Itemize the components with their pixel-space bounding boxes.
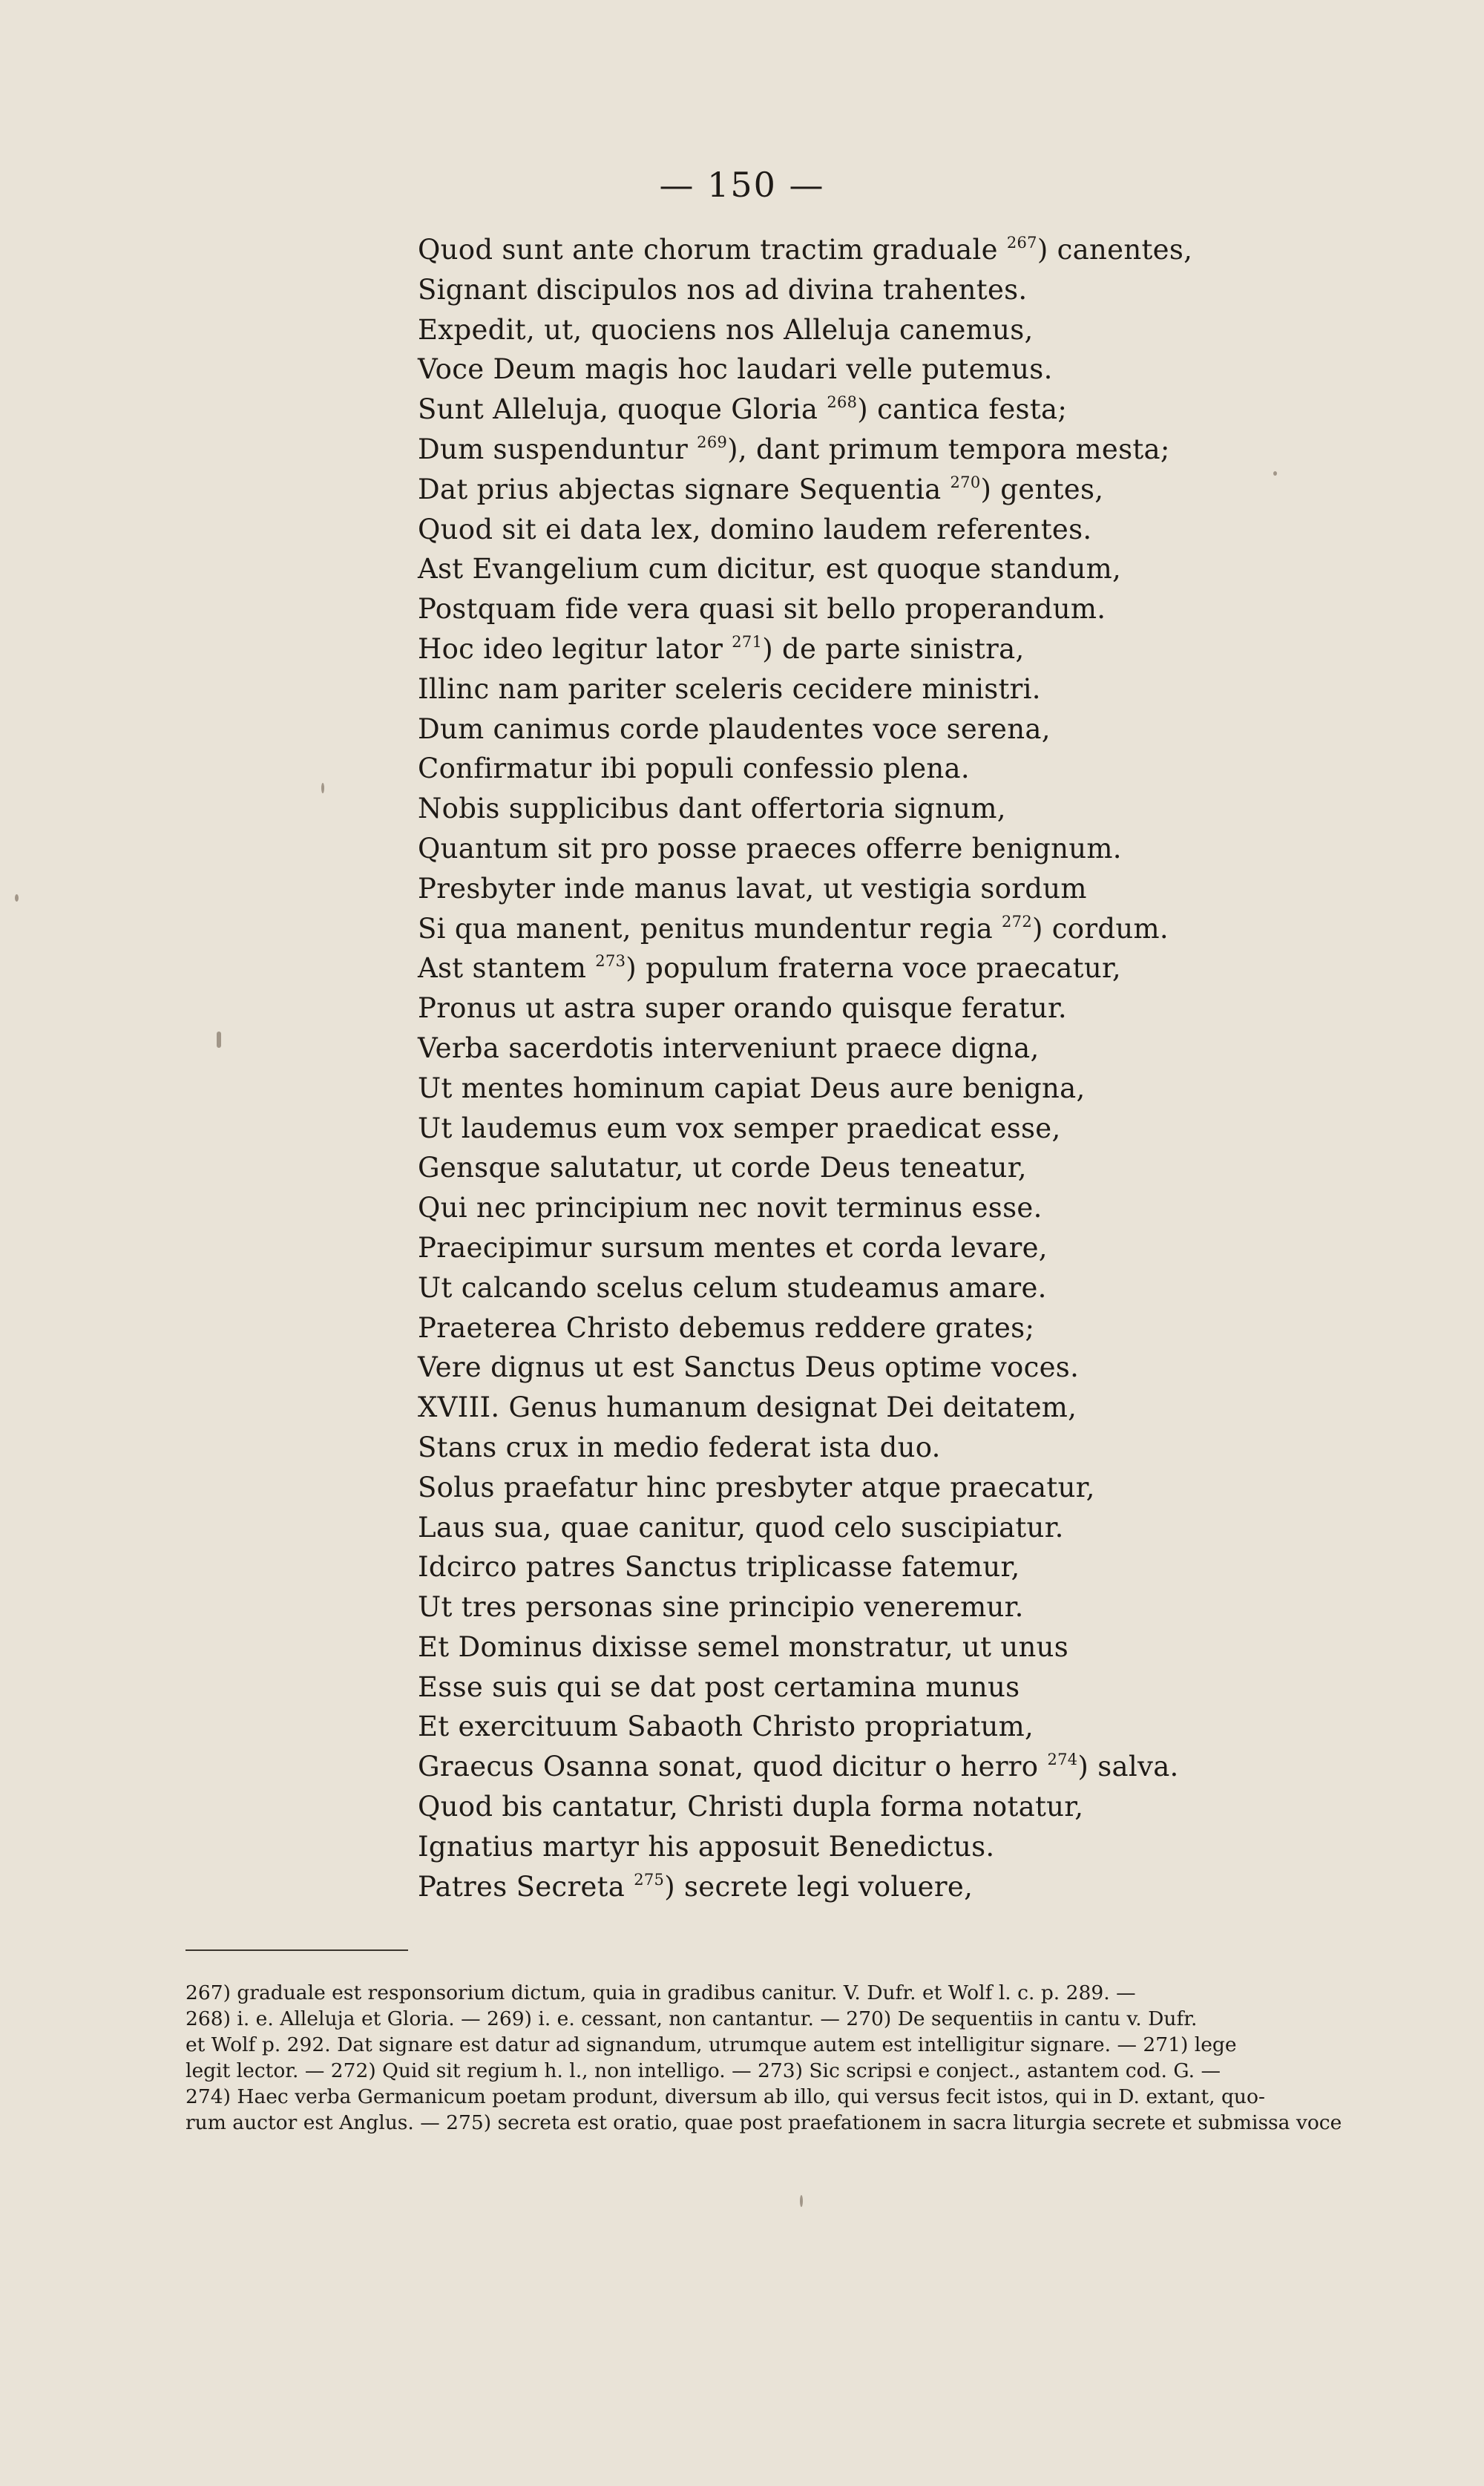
paper-speck [321,783,324,793]
verse-line [418,1268,1308,1308]
verse-line [418,430,1308,470]
verse-text-continued: ) canentes, [1037,234,1193,266]
verse-text: Sunt Alleluja, quoque Gloria [418,393,818,426]
footnote-line: 274) Haec verba Germanicum poetam produnt, diversum ab illo, qui versus fecit istos, qui in D. extant, quo- [186,2085,1265,2108]
verse-line [418,350,1308,390]
footnote-marker: 273 [595,952,626,971]
footnote-line: 268) i. e. Alleluja et Gloria. — 269) i. e. cessant, non cantantur. — 270) De sequentiis in cantu v. Dufr. [186,2007,1198,2030]
verse-line [418,549,1308,589]
verse-text: Confirmatur ibi populi confessio plena. [418,752,970,785]
verse-line [418,1308,1308,1348]
footnote-divider [186,1949,408,1951]
verse-line [418,1827,1308,1867]
verse-line [418,1188,1308,1228]
verse-line [418,1148,1308,1188]
verse-text: Graecus Osanna sonat, quod dicitur o herro [418,1751,1039,1783]
verse-text-continued: ) salva. [1077,1751,1179,1783]
verse-text: Dum canimus corde plaudentes voce serena, [418,712,1051,745]
verse-text: Expedit, ut, quociens nos Alleluja canemus, [418,313,1034,346]
verse-line [418,988,1308,1029]
verse-line [418,948,1308,988]
verse-line [418,1787,1308,1827]
verse-line [418,589,1308,629]
verse-line [418,1069,1308,1109]
verse-line [418,1508,1308,1548]
verse-text: Stans crux in medio federat ista duo. [418,1431,941,1463]
footnote-marker: 268 [827,393,858,412]
verse-line [418,1627,1308,1667]
verse-line [418,1348,1308,1388]
verse-line [418,1547,1308,1587]
verse-text: Ut mentes hominum capiat Deus aure benigna, [418,1072,1086,1104]
footnote-marker: 267 [1006,234,1037,252]
verse-text-continued: ) de parte sinistra, [762,632,1025,665]
footnote-line: rum auctor est Anglus. — 275) secreta est oratio, quae post praefationem in sacra liturgia secrete et submissa voce [186,2111,1342,2134]
footnote-line: 267) graduale est responsorium dictum, quia in gradibus canitur. V. Dufr. et Wolf l. c. p. 289. — [186,1981,1136,2004]
verse-line [418,869,1308,909]
verse-line [418,789,1308,829]
verse-text: Laus sua, quae canitur, quod celo suscipiatur. [418,1511,1064,1544]
footnote-line: legit lector. — 272) Quid sit regium h. l., non intelligo. — 273) Sic scripsi e conject., astantem cod. G. — [186,2059,1221,2082]
verse-line [418,1388,1308,1428]
verse-text: Ignatius martyr his apposuit Benedictus. [418,1830,995,1863]
verse-text: Quod sit ei data lex, domino laudem referentes. [418,513,1092,545]
verse-text: Voce Deum magis hoc laudari velle putemus. [418,353,1053,386]
verse-text: Postquam fide vera quasi sit bello properandum. [418,593,1106,626]
verse-line [418,1587,1308,1627]
verse-line [418,1667,1308,1708]
verse-text: Dum suspenduntur [418,433,689,465]
footnote-marker: 272 [1002,912,1032,931]
verse-line [418,1228,1308,1268]
poem-body [418,230,1308,1906]
verse-text: Hoc ideo legitur lator [418,632,723,665]
verse-text: Praecipimur sursum mentes et corda levare, [418,1231,1048,1264]
verse-text: Vere dignus ut est Sanctus Deus optime voces. [418,1351,1080,1384]
verse-text: Ast Evangelium cum dicitur, est quoque standum, [418,553,1122,586]
verse-text-continued: ) secrete legi voluere, [664,1870,974,1903]
footnote-marker: 274 [1047,1751,1078,1769]
verse-text: Qui nec principium nec novit terminus esse. [418,1192,1043,1224]
verse-line [418,1867,1308,1907]
page-number: — 150 — [659,165,825,205]
verse-text: Ut tres personas sine principio veneremur. [418,1591,1024,1624]
verse-line [418,1428,1308,1468]
footnote-marker: 275 [634,1870,665,1889]
verse-line [418,1707,1308,1747]
verse-line [418,310,1308,350]
verse-text: Quod sunt ante chorum tractim graduale [418,234,998,266]
verse-text: Ut calcando scelus celum studeamus amare. [418,1271,1047,1304]
verse-text: Illinc nam pariter sceleris cecidere ministri. [418,672,1041,705]
verse-text-continued: ) cordum. [1031,912,1169,945]
verse-line [418,829,1308,869]
paper-speck [15,894,19,902]
verse-line [418,510,1308,550]
verse-text: Gensque salutatur, ut corde Deus teneatur, [418,1152,1027,1184]
verse-text: Esse suis qui se dat post certamina munus [418,1670,1020,1703]
verse-line [418,1109,1308,1149]
verse-line [418,390,1308,430]
verse-text: Quantum sit pro posse praeces offerre benignum. [418,832,1122,865]
verse-line [418,749,1308,789]
paper-speck [217,1032,221,1048]
verse-line [418,909,1308,949]
verse-text: Idcirco patres Sanctus triplicasse fatemur, [418,1551,1020,1584]
verse-line [418,629,1308,669]
verse-text: Verba sacerdotis interveniunt praece digna, [418,1032,1040,1064]
footnote-marker: 269 [697,433,728,451]
verse-text: Solus praefatur hinc presbyter atque praecatur, [418,1471,1095,1503]
verse-line [418,470,1308,510]
verse-text: Ut laudemus eum vox semper praedicat esse, [418,1112,1061,1144]
verse-text: Quod bis cantatur, Christi dupla forma notatur, [418,1791,1084,1823]
verse-text: Si qua manent, penitus mundentur regia [418,912,993,945]
verse-line [418,230,1308,270]
verse-text: Dat prius abjectas signare Sequentia [418,473,942,505]
footnote-line: et Wolf p. 292. Dat signare est datur ad signandum, utrumque autem est intelligitur signare. — 271) lege [186,2033,1237,2056]
verse-line [418,669,1308,709]
verse-line [418,1029,1308,1069]
verse-line [418,270,1308,310]
verse-line [418,1468,1308,1508]
footnote-marker: 271 [732,632,763,651]
verse-text: Presbyter inde manus lavat, ut vestigia sordum [418,872,1087,905]
verse-text: Nobis supplicibus dant offertoria signum, [418,793,1006,825]
verse-text-continued: ) gentes, [980,473,1104,505]
verse-text: Et exercituum Sabaoth Christo propriatum, [418,1711,1034,1743]
verse-text-continued: ), dant primum tempora mesta; [727,433,1170,465]
paper-speck [1273,471,1277,476]
footnote-marker: 270 [950,473,981,491]
verse-text-continued: ) populum fraterna voce praecatur, [626,952,1121,985]
paper-speck [800,2195,803,2207]
verse-text: Praeterea Christo debemus reddere grates; [418,1311,1035,1344]
verse-text: Pronus ut astra super orando quisque feratur. [418,992,1067,1025]
verse-text: Ast stantem [418,952,587,985]
verse-line [418,709,1308,750]
verse-text: XVIII. Genus humanum designat Dei deitatem, [418,1391,1077,1424]
verse-text-continued: ) cantica festa; [857,393,1068,426]
footnotes [186,1980,1439,2136]
verse-text: Signant discipulos nos ad divina trahentes. [418,273,1028,306]
verse-text: Et Dominus dixisse semel monstratur, ut unus [418,1630,1068,1663]
verse-line [418,1747,1308,1787]
verse-text: Patres Secreta [418,1870,626,1903]
